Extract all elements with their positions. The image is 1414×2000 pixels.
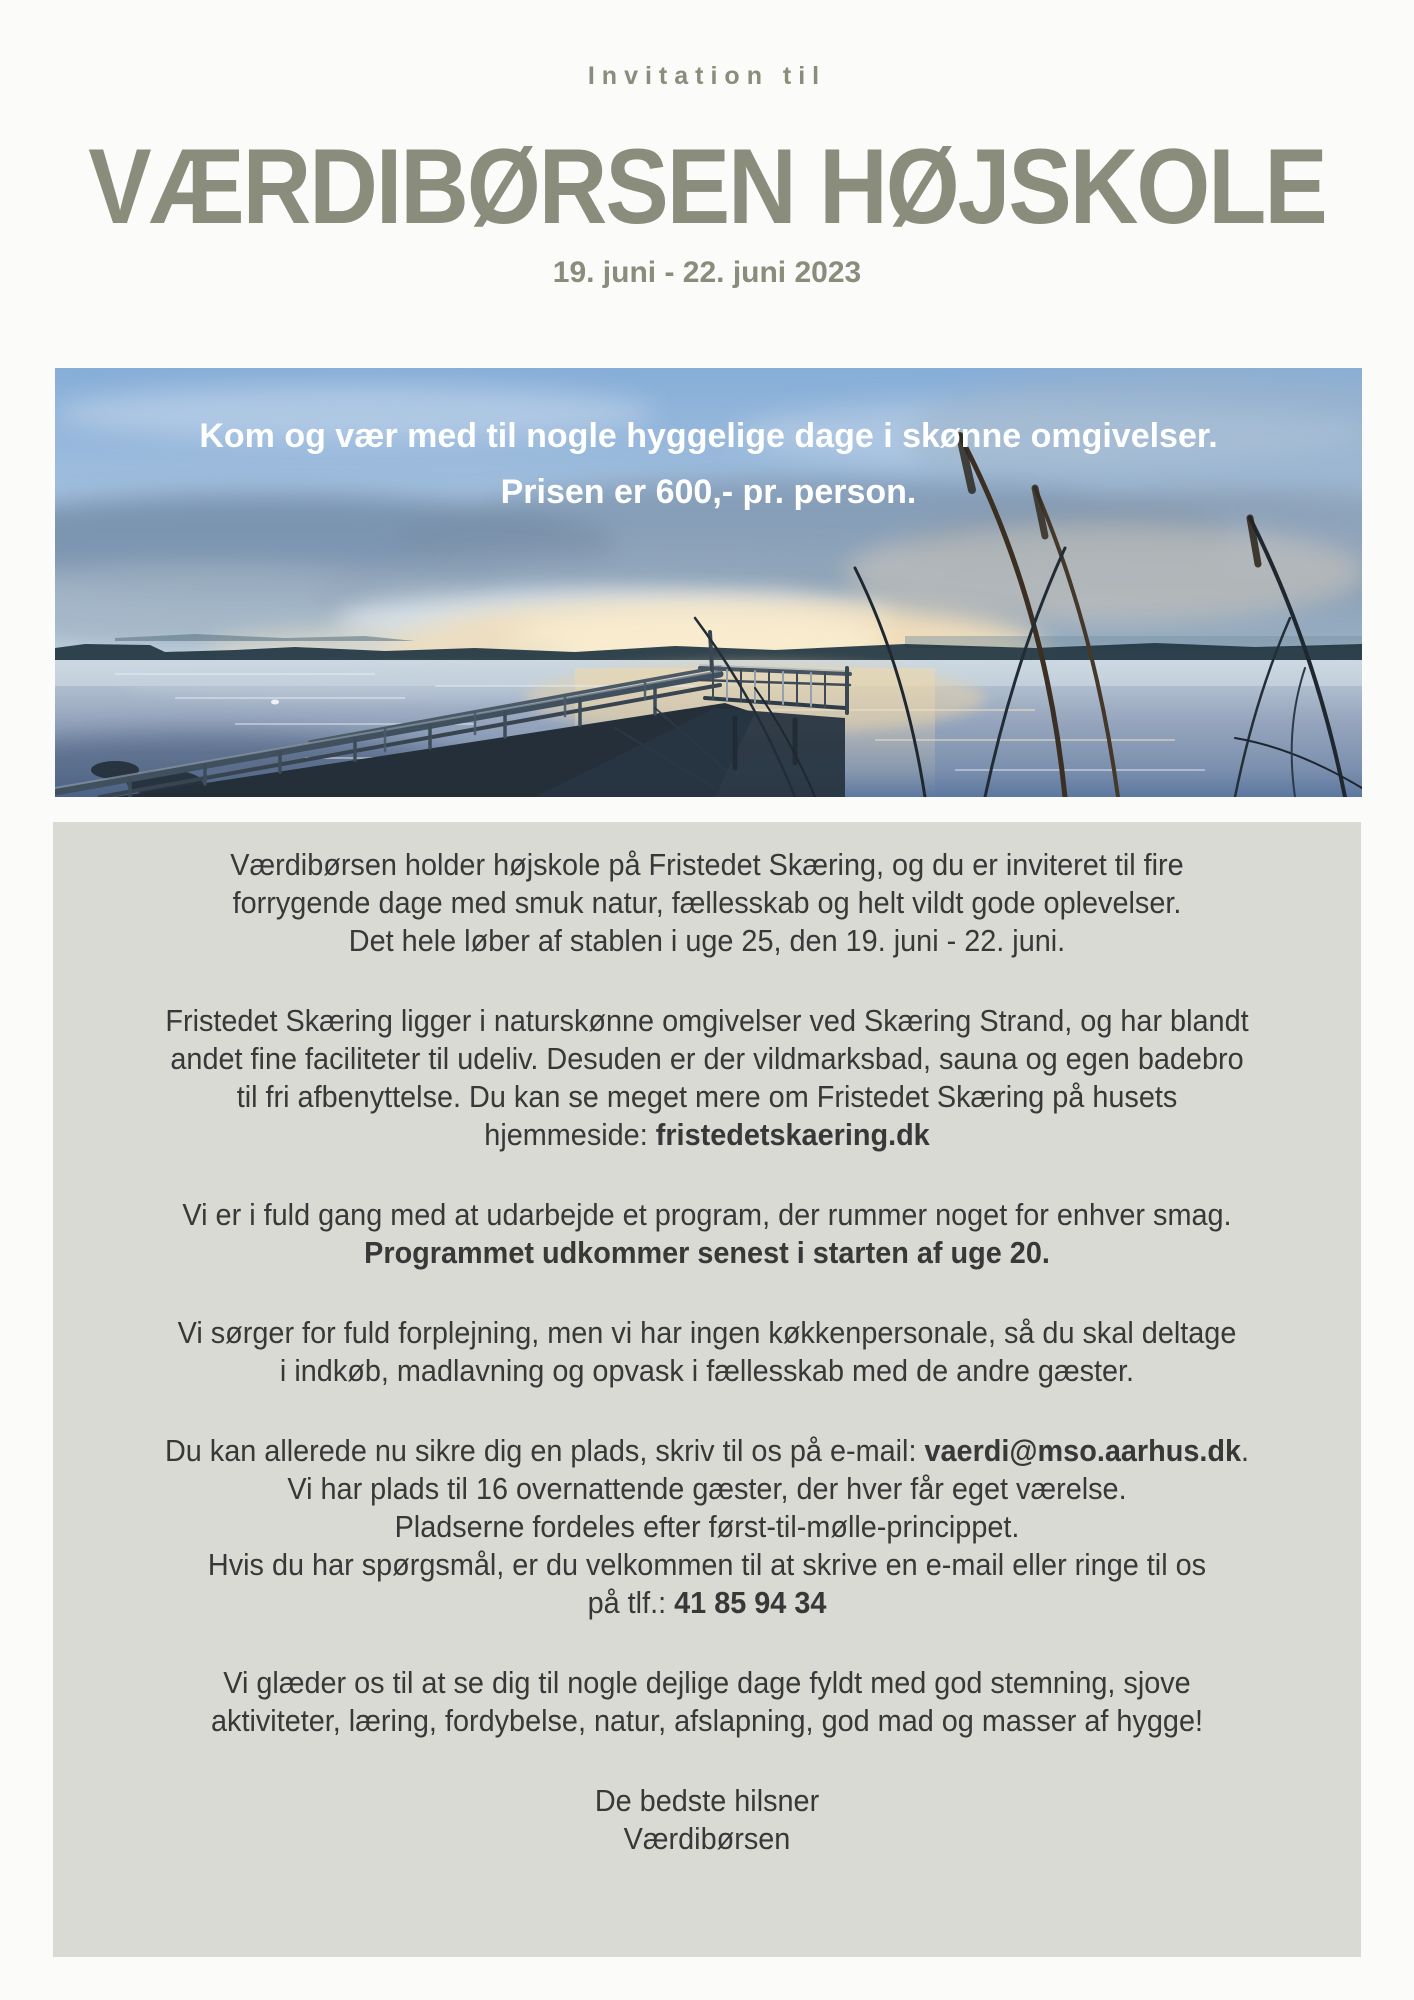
body-line [99, 1546, 1315, 1584]
body-paragraph [53, 1196, 1361, 1272]
body-paragraph [53, 1782, 1361, 1858]
text-segment: hjemmeside: [484, 1117, 656, 1152]
website-text: fristedetskaering.dk [655, 1117, 930, 1152]
body-line [99, 1196, 1315, 1234]
body-line [99, 1078, 1315, 1116]
text-segment: aktiviteter, læring, fordybelse, natur, afslapning, god mad og masser af hygge! [211, 1703, 1203, 1738]
text-segment: Vi sørger for fuld forplejning, men vi har ingen køkkenpersonale, så du skal deltage [177, 1315, 1237, 1350]
text-segment: Værdibørsen holder højskole på Fristedet Skæring, og du er inviteret til fire [230, 847, 1184, 882]
body-paragraph [53, 846, 1361, 960]
text-segment: på tlf.: [587, 1585, 675, 1620]
text-segment: til fri afbenyttelse. Du kan se meget mere om Fristedet Skæring på husets [236, 1079, 1178, 1114]
text-segment: i indkøb, madlavning og opvask i fællesskab med de andre gæster. [279, 1353, 1135, 1388]
text-segment: Du kan allerede nu sikre dig en plads, skriv til os på e-mail: [164, 1433, 925, 1468]
body-line [99, 1664, 1315, 1702]
body-paragraph [53, 1432, 1361, 1622]
phone-text: 41 85 94 34 [674, 1585, 827, 1620]
body-line [99, 1820, 1315, 1858]
body-paragraph [53, 1002, 1361, 1154]
overlay-line-1: Kom og vær med til nogle hyggelige dage i skønne omgivelser. [199, 417, 1218, 455]
page-title: VÆRDIBØRSEN HØJSKOLE [88, 127, 1326, 247]
text-segment: Vi glæder os til at se dig til nogle dejlige dage fyldt med god stemning, sjove [223, 1665, 1191, 1700]
body-line [99, 1314, 1315, 1352]
body-line [99, 846, 1315, 884]
body-line [99, 1508, 1315, 1546]
overlay-line-2: Prisen er 600,- pr. person. [500, 473, 917, 511]
email-text: vaerdi@mso.aarhus.dk [924, 1433, 1242, 1468]
text-segment: Vi er i fuld gang med at udarbejde et program, der rummer noget for enhver smag. [182, 1197, 1232, 1232]
text-segment: andet fine faciliteter til udeliv. Desuden er der vildmarksbad, sauna og egen badebro [170, 1041, 1244, 1076]
body-line [99, 1702, 1315, 1740]
body-line [99, 1234, 1315, 1272]
hero-photo [55, 368, 1362, 797]
swan [271, 700, 279, 705]
body-line [99, 1432, 1315, 1470]
text-segment: Pladserne fordeles efter først-til-mølle-princippet. [394, 1509, 1020, 1544]
body-line [99, 1352, 1315, 1390]
body-line [99, 1584, 1315, 1622]
text-segment: . [1241, 1433, 1250, 1468]
body-paragraph [53, 1314, 1361, 1390]
body-panel [53, 822, 1361, 1957]
body-paragraph [53, 1664, 1361, 1740]
text-segment: forrygende dage med smuk natur, fællesskab og helt vildt gode oplevelser. [232, 885, 1182, 920]
body-line [99, 922, 1315, 960]
eyebrow-text: Invitation til [587, 62, 827, 90]
body-line [99, 1002, 1315, 1040]
body-line [99, 1116, 1315, 1154]
text-segment: Programmet udkommer senest i starten af uge 20. [364, 1235, 1050, 1270]
text-segment: Hvis du har spørgsmål, er du velkommen til at skrive en e-mail eller ringe til os [207, 1547, 1207, 1582]
body-line [99, 1782, 1315, 1820]
signature-text: Værdibørsen [623, 1821, 791, 1856]
text-segment: Vi har plads til 16 overnattende gæster, der hver får eget værelse. [287, 1471, 1127, 1506]
event-dates: 19. juni - 22. juni 2023 [552, 256, 862, 289]
body-line [99, 884, 1315, 922]
text-segment: De bedste hilsner [594, 1783, 820, 1818]
body-line [99, 1040, 1315, 1078]
text-segment: Det hele løber af stablen i uge 25, den 19. juni - 22. juni. [348, 923, 1066, 958]
text-segment: Fristedet Skæring ligger i naturskønne omgivelser ved Skæring Strand, og har blandt [165, 1003, 1249, 1038]
body-line [99, 1470, 1315, 1508]
hero-overlay-text [55, 368, 1362, 520]
